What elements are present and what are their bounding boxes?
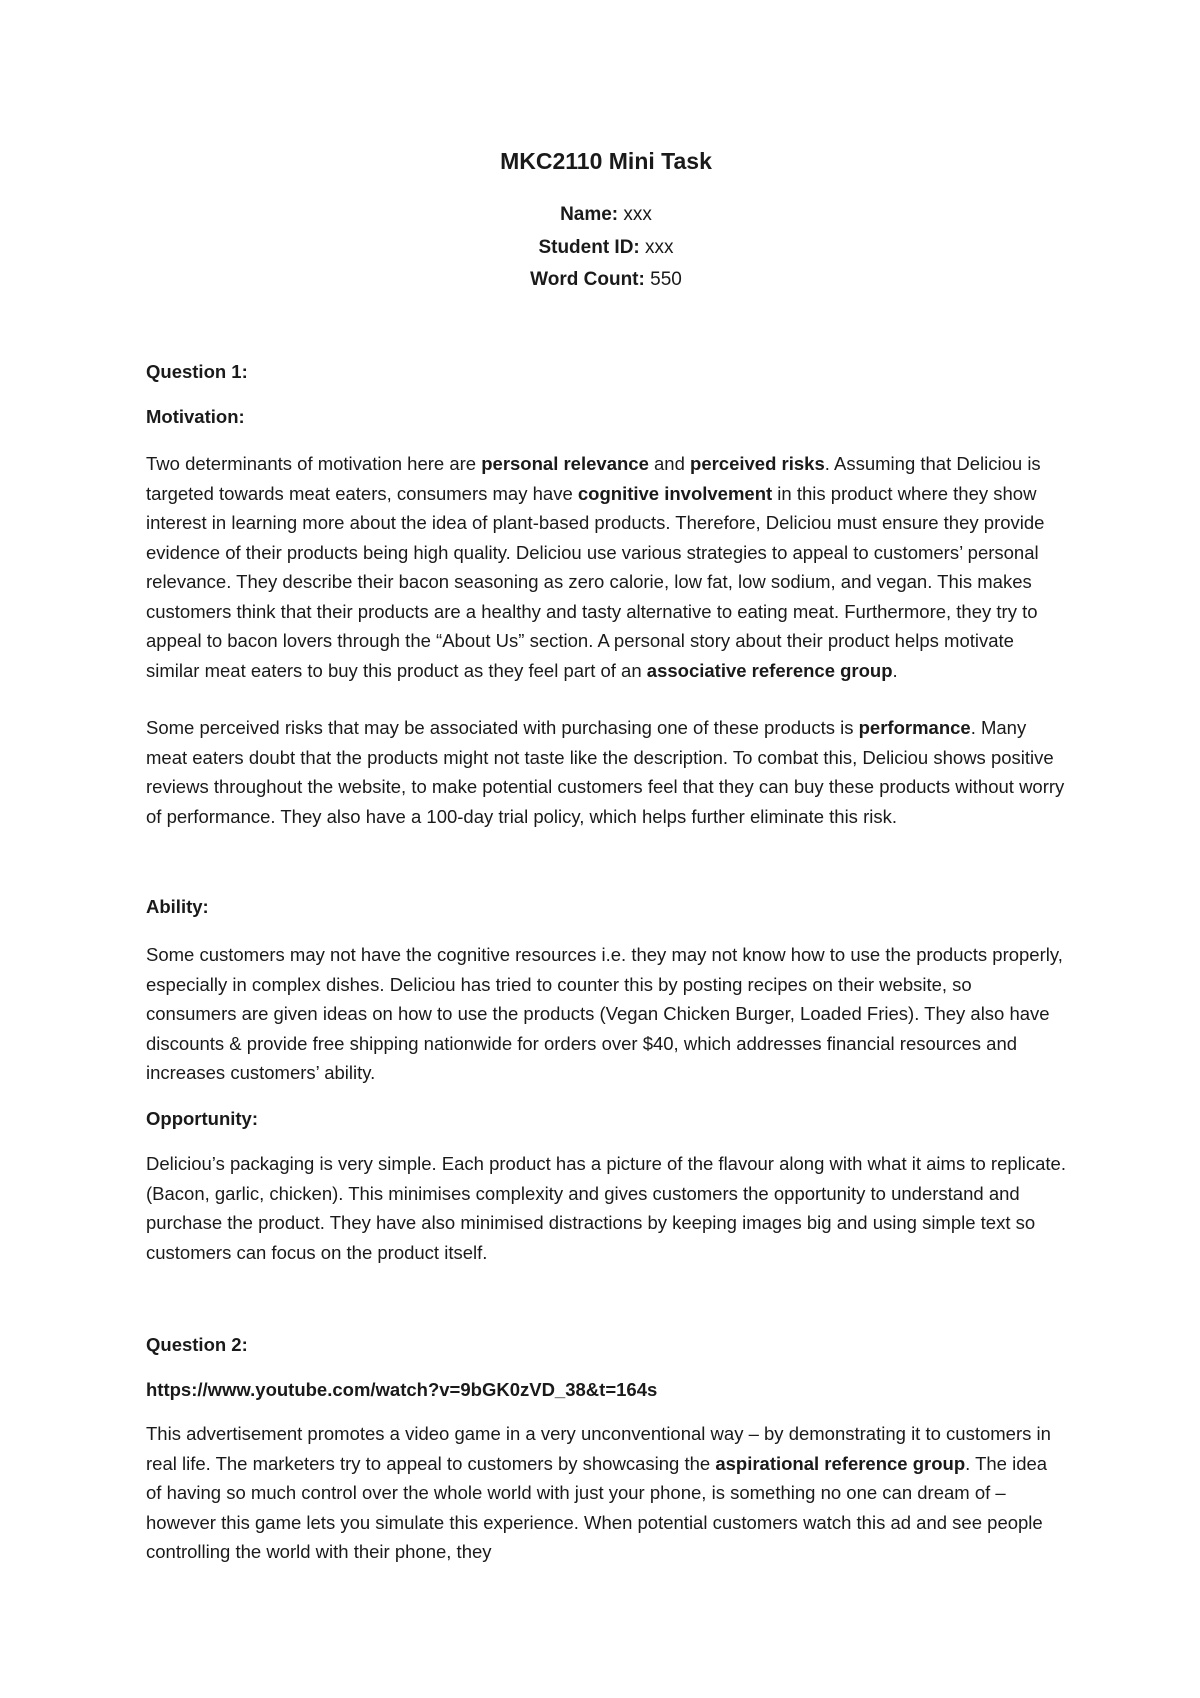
word-count-line (146, 268, 1066, 292)
bold-term: associative reference group (646, 659, 893, 681)
name-label: Name: (560, 204, 619, 225)
student-id-value: xxx (639, 237, 674, 258)
opportunity-heading: Opportunity: (146, 1108, 259, 1129)
question-2-heading: Question 2: (146, 1334, 248, 1355)
bold-term: performance (858, 717, 971, 738)
text-run: Two determinants of motivation here are (146, 453, 482, 474)
text-run: . (892, 659, 898, 681)
opportunity-paragraph: Deliciou’s packaging is very simple. Each product has a picture of the flavour along with what it aims to replicate. (Bacon, garlic, chicken). This minimises complexity and gives customers the opportunity to understand and purchase the product. They have also minimised distractions by keeping images big and using simple text so customers can focus on the product itself. (146, 1153, 1066, 1263)
text-run: . The idea of having so much control over the whole world with just your phone, is something no one can dream of – however this game lets you simulate this experience. When potential customers watch this ad and see people controlling the world with their phone, they (146, 1452, 1048, 1562)
word-count-label: Word Count: (530, 269, 645, 290)
text-run: Some perceived risks that may be associated with purchasing one of these products is (146, 717, 859, 738)
ability-heading: Ability: (146, 896, 209, 917)
motivation-heading: Motivation: (146, 406, 245, 427)
bold-term: cognitive involvement (577, 482, 773, 504)
name-value: xxx (618, 204, 652, 225)
ability-paragraph: Some customers may not have the cognitive resources i.e. they may not know how to use the products properly, especially in complex dishes. Deliciou has tried to counter this by posting recipes on their website, so consumers are given ideas on how to use the products (Vegan Chicken Burger, Loaded Fries). They also have discounts & provide free shipping nationwide for orders over $40, which addresses financial resources and increases customers’ ability. (146, 944, 1063, 1083)
motivation-paragraph-1 (146, 449, 1066, 685)
student-id-line (146, 236, 1066, 260)
document-title: MKC2110 Mini Task (500, 148, 712, 174)
text-run: This advertisement promotes a video game in a very unconventional way – by demonstrating it to customers in real life. The marketers try to appeal to customers by showcasing the (146, 1423, 1051, 1474)
youtube-link[interactable]: https://www.youtube.com/watch?v=9bGK0zVD_38&t=164s (146, 1379, 658, 1400)
text-run: in this product where they show interest in learning more about the idea of plant-based products. Therefore, Deliciou must ensure they provide evidence of their products being high quality. Deliciou use various strategies to appeal to customers’ personal relevance. They describe their bacon seasoning as zero calorie, low fat, low sodium, and vegan. This makes customers think that their products are a healthy and tasty alternative to eating meat. Furthermore, they try to appeal to bacon lovers through the “About Us” section. A personal story about their product helps motivate similar meat eaters to buy this product as they feel part of an (146, 482, 1045, 681)
question-2-paragraph (146, 1419, 1066, 1567)
video-link-line (146, 1378, 1066, 1402)
bold-term: aspirational reference group (715, 1452, 966, 1474)
word-count-value: 550 (644, 269, 682, 290)
student-name-line (146, 203, 1066, 227)
text-run: . Assuming that Deliciou is targeted towards meat eaters, consumers may have (146, 453, 1041, 504)
text-run: . Many meat eaters doubt that the products might not taste like the description. To combat this, Deliciou shows positive reviews throughout the website, to make potential customers feel that they can buy these products without worry of performance. They also have a 100-day trial policy, which helps further eliminate this risk. (146, 717, 1065, 827)
text-run: and (648, 453, 691, 474)
question-1-heading: Question 1: (146, 361, 248, 382)
bold-term: perceived risks (690, 453, 825, 474)
motivation-paragraph-2 (146, 713, 1066, 831)
bold-term: personal relevance (481, 453, 649, 474)
student-id-label: Student ID: (538, 237, 640, 258)
